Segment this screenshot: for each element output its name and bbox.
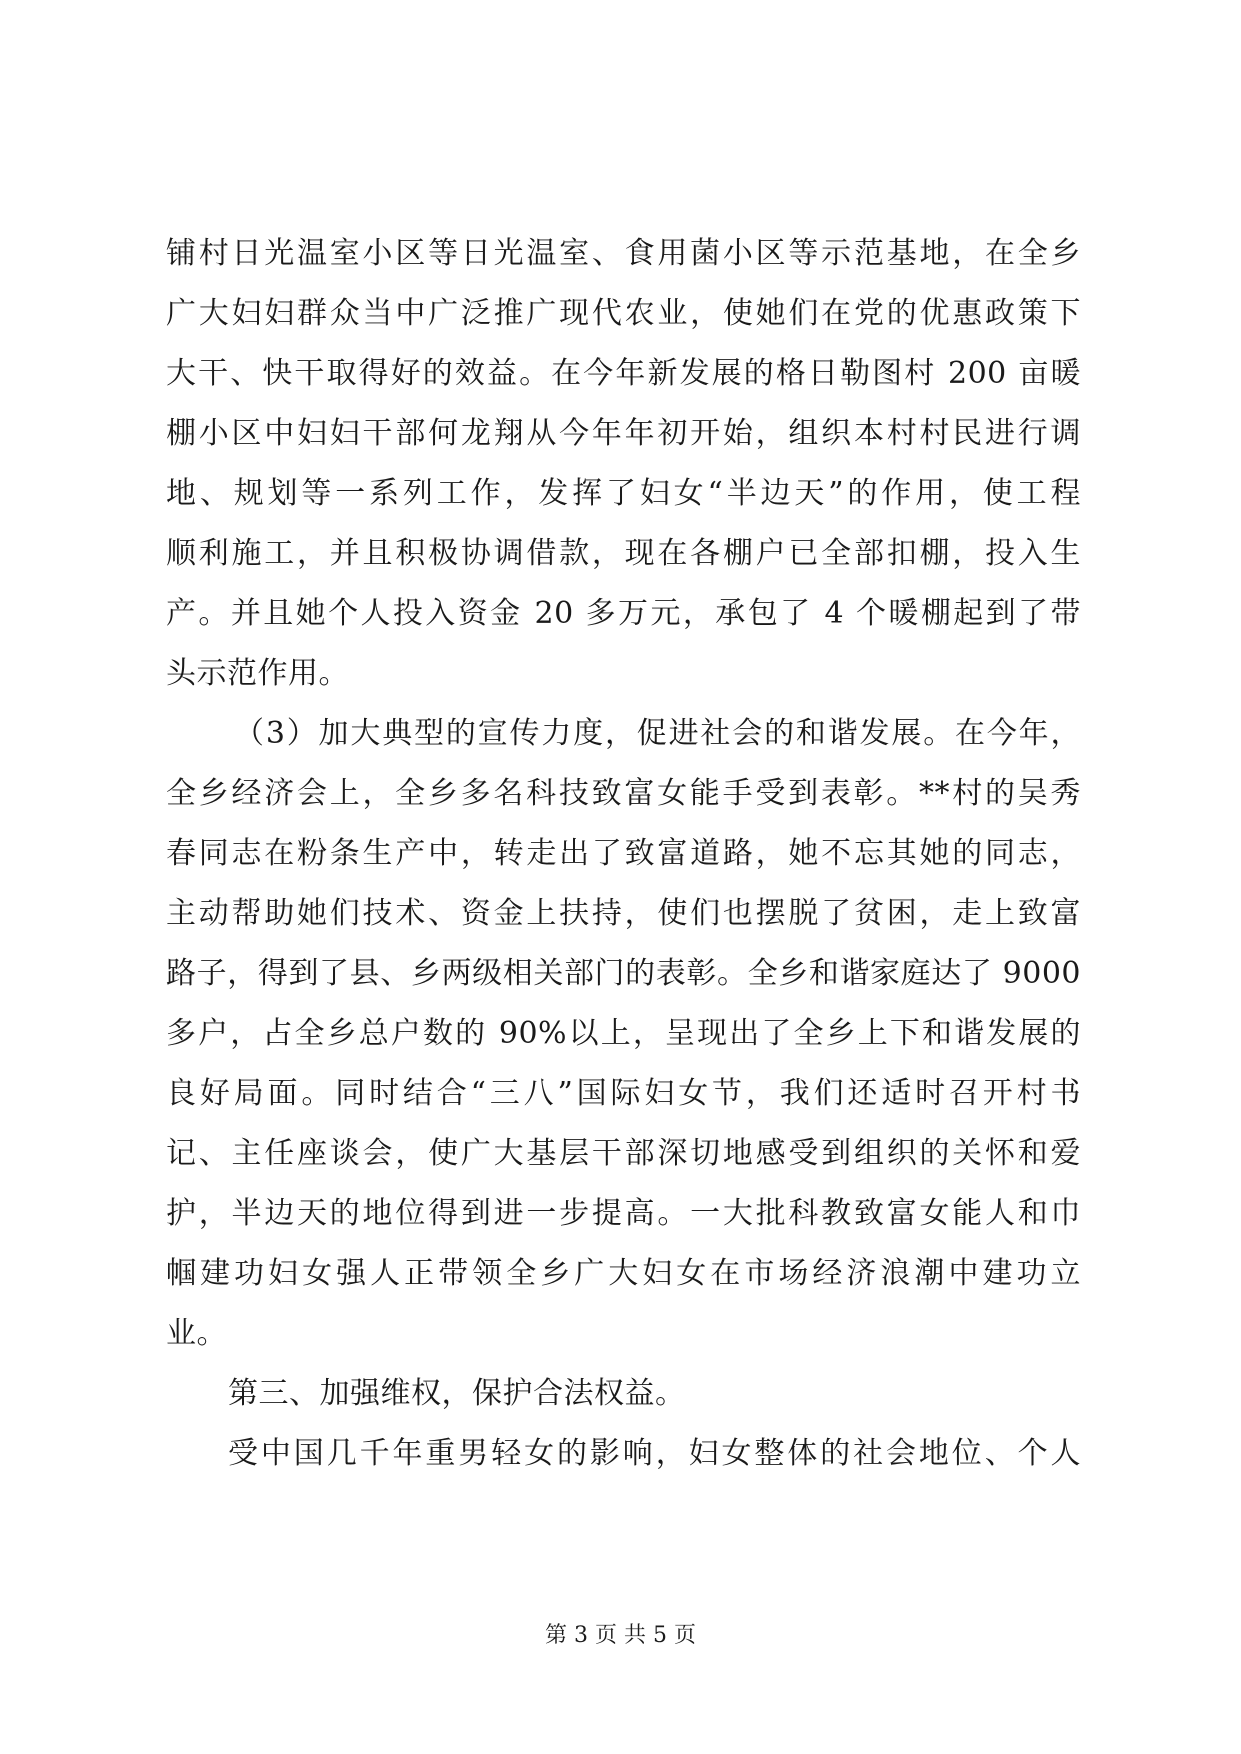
- body-line: 头示范作用。: [166, 656, 349, 691]
- body-line: 受中国几千年重男轻女的影响，妇女整体的社会地位、个人: [228, 1436, 1081, 1471]
- body-line: 良好局面。同时结合“三八”国际妇女节，我们还适时召开村书: [166, 1076, 1081, 1111]
- body-line: （3）加大典型的宣传力度，促进社会的和谐发展。在今年，: [234, 716, 1081, 751]
- body-line: 记、主任座谈会，使广大基层干部深切地感受到组织的关怀和爱: [166, 1136, 1081, 1171]
- body-line: 全乡经济会上，全乡多名科技致富女能手受到表彰。**村的吴秀: [166, 776, 1081, 811]
- body-line: 帼建功妇女强人正带领全乡广大妇女在市场经济浪潮中建功立: [166, 1256, 1081, 1291]
- body-line: 业。: [166, 1316, 227, 1351]
- body-line: 产。并且她个人投入资金 20 多万元，承包了 4 个暖棚起到了带: [166, 596, 1081, 631]
- body-line: 护，半边天的地位得到进一步提高。一大批科教致富女能人和巾: [166, 1196, 1081, 1231]
- body-line: 春同志在粉条生产中，转走出了致富道路，她不忘其她的同志，: [166, 836, 1081, 871]
- body-line: 顺利施工，并且积极协调借款，现在各棚户已全部扣棚，投入生: [166, 536, 1081, 571]
- body-line: 广大妇妇群众当中广泛推广现代农业，使她们在党的优惠政策下: [166, 296, 1081, 331]
- body-line: 多户，占全乡总户数的 90%以上，呈现出了全乡上下和谐发展的: [166, 1016, 1081, 1051]
- document-body: [166, 224, 1081, 1484]
- body-line: 铺村日光温室小区等日光温室、食用菌小区等示范基地，在全乡: [166, 236, 1081, 271]
- body-line: 大干、快干取得好的效益。在今年新发展的格日勒图村 200 亩暖: [166, 356, 1081, 391]
- section-heading: 第三、加强维权，保护合法权益。: [228, 1376, 686, 1411]
- body-line: 地、规划等一系列工作，发挥了妇女“半边天”的作用，使工程: [166, 476, 1081, 511]
- body-line: 主动帮助她们技术、资金上扶持，使们也摆脱了贫困，走上致富: [166, 896, 1081, 931]
- body-line: 棚小区中妇妇干部何龙翔从今年年初开始，组织本村村民进行调: [166, 416, 1081, 451]
- body-line: 路子，得到了县、乡两级相关部门的表彰。全乡和谐家庭达了 9000: [166, 956, 1081, 991]
- page-number-footer: 第 3 页 共 5 页: [545, 1623, 696, 1648]
